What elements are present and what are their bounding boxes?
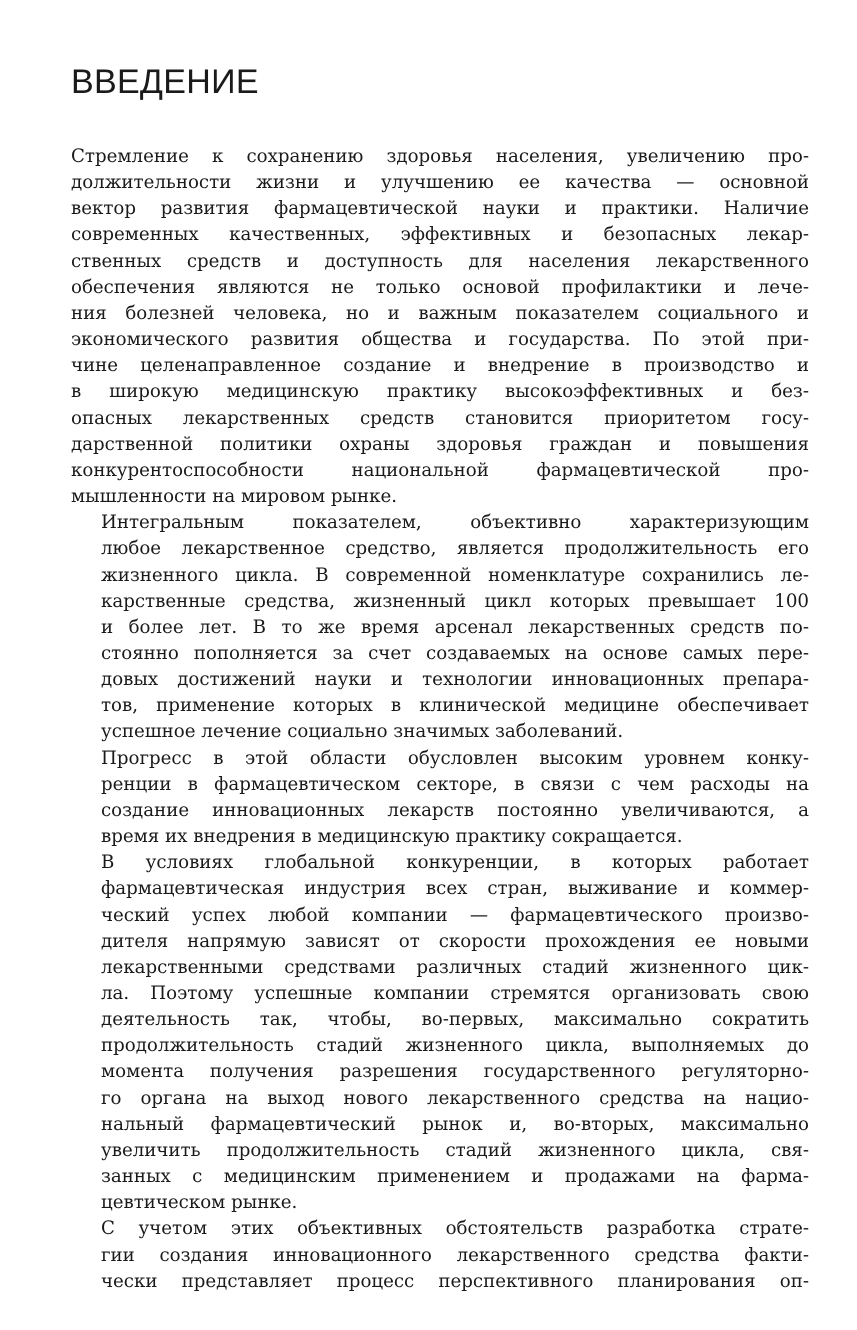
text-line: занных с медицинским применением и продажами на фарма- [101, 1166, 809, 1188]
text-line: продолжительность стадий жизненного цикла, выполняемых до [101, 1035, 809, 1057]
text-line: цевтическом рынке. [101, 1192, 298, 1214]
text-line: фармацевтическая индустрия всех стран, выживание и коммер- [101, 878, 809, 900]
text-line: экономического развития общества и государства. По этой при- [71, 329, 809, 351]
paragraph [71, 510, 809, 745]
text-line: в широкую медицинскую практику высокоэффективных и без- [71, 381, 809, 403]
text-line: увеличить продолжительность стадий жизненного цикла, свя- [101, 1139, 809, 1161]
text-line: го органа на выход нового лекарственного средства на нацио- [101, 1087, 809, 1109]
text-line: стоянно пополняется за счет создаваемых на основе самых пере- [101, 642, 809, 664]
text-line: тов, применение которых в клинической медицине обеспечивает [101, 695, 809, 717]
text-line: довых достижений науки и технологии инновационных препара- [101, 669, 809, 691]
text-line: нальный фармацевтический рынок и, во-вторых, максимально [101, 1113, 809, 1135]
text-line: любое лекарственное средство, является продолжительность его [101, 538, 809, 560]
text-line: обеспечения являются не только основой профилактики и лече- [71, 276, 809, 298]
document-page [71, 62, 809, 1295]
text-line: В условиях глобальной конкуренции, в которых работает [101, 852, 809, 874]
text-line: ренции в фармацевтическом секторе, в связи с чем расходы на [101, 773, 809, 795]
text-line: Интегральным показателем, объективно характеризующим [101, 512, 809, 534]
body-text [71, 144, 809, 1295]
text-line: момента получения разрешения государственного регуляторно- [101, 1061, 809, 1083]
paragraph [71, 1216, 809, 1294]
text-line: мышленности на мировом рынке. [71, 486, 398, 508]
text-line: и более лет. В то же время арсенал лекарственных средств по- [101, 616, 809, 638]
text-line: вектор развития фармацевтической науки и практики. Наличие [71, 198, 809, 220]
text-line: ния болезней человека, но и важным показателем социального и [71, 302, 809, 324]
paragraph [71, 144, 809, 510]
text-line: дителя напрямую зависят от скорости прохождения ее новыми [101, 930, 809, 952]
text-line: современных качественных, эффективных и безопасных лекар- [71, 224, 809, 246]
text-line: ственных средств и доступность для населения лекарственного [71, 250, 809, 272]
text-line: конкурентоспособности национальной фармацевтической про- [71, 459, 809, 481]
text-line: карственные средства, жизненный цикл которых превышает 100 [101, 590, 809, 612]
text-line: время их внедрения в медицинскую практику сокращается. [101, 826, 683, 848]
text-line: лекарственными средствами различных стадий жизненного цик- [101, 956, 809, 978]
page-title: ВВЕДЕНИЕ [71, 63, 259, 101]
text-line: дарственной политики охраны здоровья граждан и повышения [71, 433, 809, 455]
paragraph [71, 746, 809, 851]
text-line: жизненного цикла. В современной номенклатуре сохранились ле- [101, 564, 809, 586]
text-line: Прогресс в этой области обусловлен высоким уровнем конку- [101, 747, 809, 769]
text-line: деятельность так, чтобы, во-первых, максимально сократить [101, 1009, 809, 1031]
text-line: чески представляет процесс перспективного планирования оп- [101, 1270, 809, 1292]
text-line: С учетом этих объективных обстоятельств разработка страте- [101, 1218, 809, 1240]
text-line: опасных лекарственных средств становится приоритетом госу- [71, 407, 809, 429]
text-line: создание инновационных лекарств постоянно увеличиваются, а [101, 799, 809, 821]
text-line: чине целенаправленное создание и внедрение в производство и [71, 355, 809, 377]
text-line: гии создания инновационного лекарственного средства факти- [101, 1244, 809, 1266]
text-line: Стремление к сохранению здоровья населения, увеличению про- [71, 146, 809, 167]
text-line: ла. Поэтому успешные компании стремятся организовать свою [101, 983, 809, 1004]
text-line: должительности жизни и улучшению ее качества — основной [71, 172, 809, 194]
text-line: ческий успех любой компании — фармацевтического произво- [101, 904, 809, 926]
text-line: успешное лечение социально значимых заболеваний. [101, 721, 624, 743]
paragraph [71, 850, 809, 1216]
